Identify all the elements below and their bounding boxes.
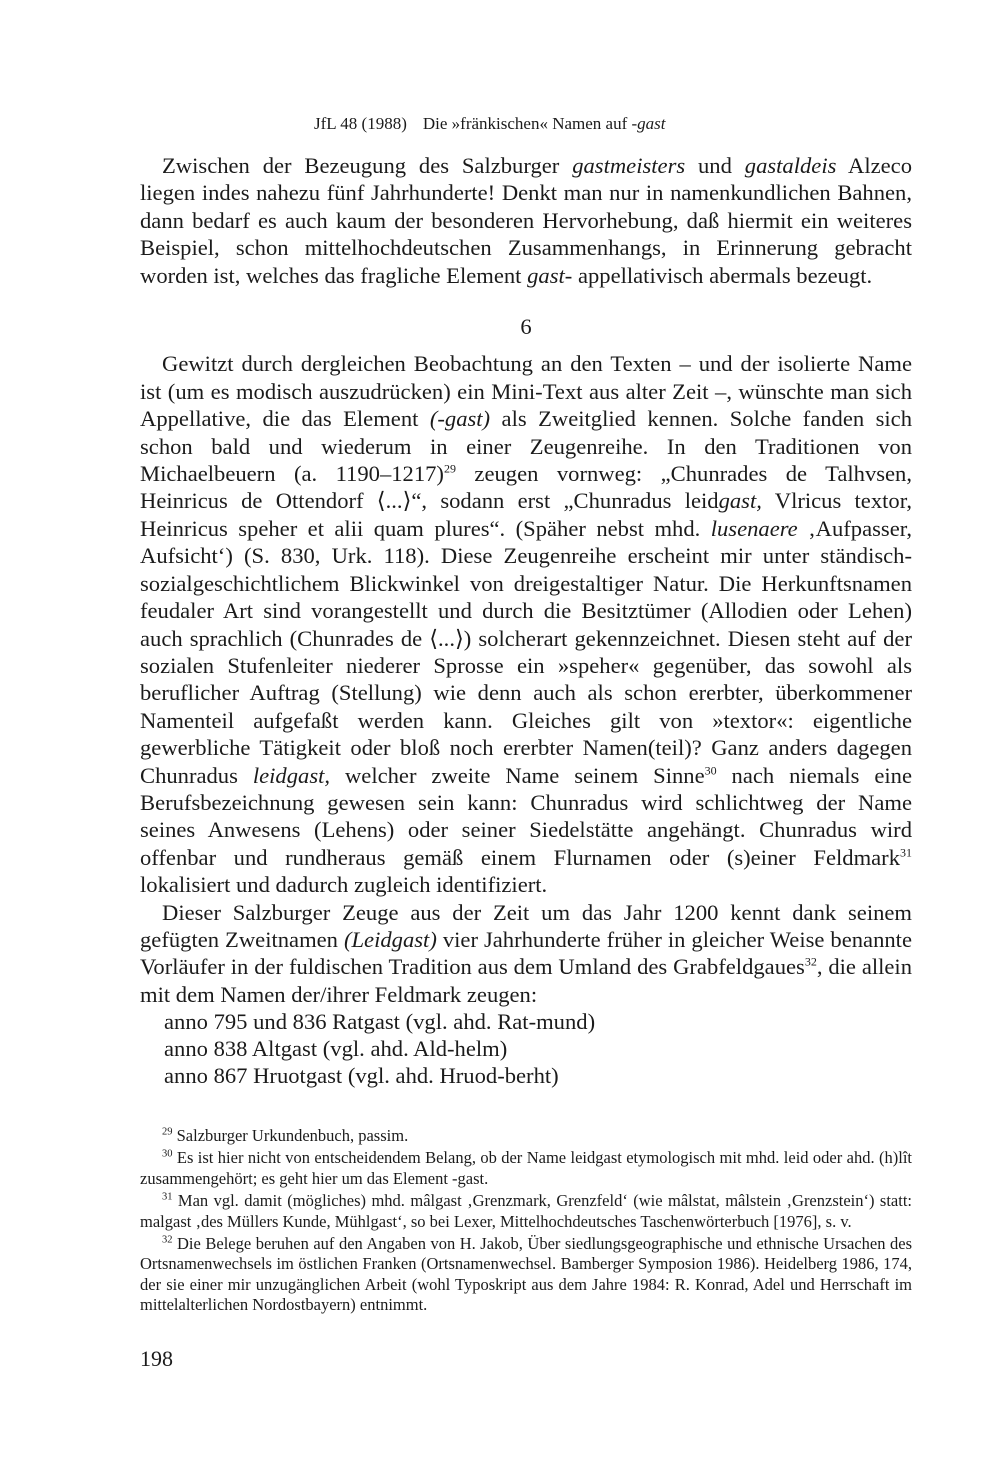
running-header: [314, 114, 666, 134]
list-item: anno 795 und 836 Ratgast (vgl. ahd. Rat-mund): [164, 1009, 596, 1035]
section-number: 6: [520, 314, 532, 340]
list-item: anno 867 Hruotgast (vgl. ahd. Hruod-berht): [164, 1063, 559, 1089]
paragraph-2: Gewitzt durch dergleichen Beobachtung an den Texten – und der isolierte Name ist (um es modisch auszudrücken) ein Mini-Text aus alter Zeit –, wünschte man sich Appellative, die das Element (-gast) als Zweitglied kennen. Solche fanden sich schon bald und wiederum in einer Zeugenreihe. In den Traditionen von Michaelbeuern (a. 1190–1217)$^{29}$ zeugen vornweg: „Chunrades de Talhvsen, Heinricus de Ottendorf ⟨...⟩“, sodann erst „Chunradus leidgast, Vlricus textor, Heinricus speher et alii quam plures“. (Späher nebst mhd. lusenaere ‚Aufpasser, Aufsicht‘) (S. 830, Urk. 118). Diese Zeugenreihe erscheint mir unter ständisch-sozialgeschichtlichem Blickwinkel von dreigestaltiger Natur. Die Herkunftsnamen feudaler Art sind vorangestellt und durch die Besitztümer (Allodien oder Lehen) auch sprachlich (Chunrades de ⟨...⟩) solcherart gekennzeichnet. Diesen steht auf der sozialen Stufenleiter niederer Sprosse ein »speher« gegenüber, das sowohl als beruflicher Auftrag (Stellung) wie denn auch als schon ererbter, überkommener Namenteil aufgefaßt werden kann. Gleiches gilt von »textor«: eigentliche gewerbliche Tätigkeit oder bloß noch ererbter Namen(teil)? Ganz anders dagegen Chunradus leidgast, welcher zweite Name seinem Sinne$^{30}$ nach niemals eine Berufsbezeichnung gewesen sein kann: Chunradus wird schlichtweg der Name seines Anwesens (Lehens) oder seiner Siedelstätte angehängt. Chunradus wird offenbar und rundheraus gemäß einem Flurnamen oder (s)einer Feldmark$^{31}$ lokalisiert und dadurch zugleich identifiziert.: [140, 351, 913, 898]
footnote-32: $^{32}$ Die Belege beruhen auf den Angaben von H. Jakob, Über siedlungsgeographische und ethnische Ursachen des Ortsnamenwechsels im östlichen Franken (Ortsnamenwechsel. Bamberger Symposion 1986). Heidelberg 1986, 174, der sie einer mir unzugänglichen Arbeit (wohl Typoskript aus dem Jahre 1984: R. Konrad, Adel und Herrschaft im mittelalterlichen Nordostbayern) entnimmt.: [140, 1234, 912, 1315]
page-number: 198: [140, 1346, 173, 1371]
footnotes: [140, 1126, 912, 1318]
article-title: Die »fränkischen« Namen auf -gast: [422, 114, 666, 133]
footnote-ref-32[interactable]: 32: [804, 954, 817, 969]
main-text: [140, 152, 912, 1089]
footnote-ref-29[interactable]: 29: [443, 461, 456, 476]
footnote-31: $^{31}$ Man vgl. damit (mögliches) mhd. mâlgast ‚Grenzmark, Grenzfeld‘ (wie mâlstat, mâlstein ‚Grenzstein‘) statt: malgast ‚des Müllers Kunde, Mühlgast‘, so bei Lexer, Mittelhochdeutsches Taschenwörterbuch [1976], s. v.: [140, 1191, 912, 1231]
footnote-29: $^{29}$ Salzburger Urkundenbuch, passim.: [162, 1126, 409, 1145]
footnote-ref-30[interactable]: 30: [704, 763, 717, 777]
paragraph-3: Dieser Salzburger Zeuge aus der Zeit um das Jahr 1200 kennt dank seinem gefügten Zweitnamen (Leidgast) vier Jahrhunderte früher in gleicher Weise benannte Vorläufer in der fuldischen Tradition aus dem Umland des Grabfeldgaues$^{32}$, die allein mit dem Namen der/ihrer Feldmark zeugen:: [140, 899, 913, 1007]
footnote-30: $^{30}$ Es ist hier nicht von entscheidendem Belang, ob der Name leidgast etymologisch mit mhd. leid oder ahd. (h)lît zusammengehört; es geht hier um das Element -gast.: [140, 1148, 912, 1188]
attestation-list: [164, 1008, 912, 1089]
paragraph-1: Zwischen der Bezeugung des Salzburger gastmeisters und gastaldeis Alzeco liegen indes nahezu fünf Jahrhunderte! Denkt man nur in namenkundlichen Bahnen, dann bedarf es auch kaum der besonderen Hervorhebung, daß hiermit ein weiteres Beispiel, schon mittelhochdeutschen Zusammenhangs, in Erinnerung gebracht worden ist, welches das fragliche Element gast- appellativisch abermals bezeugt.: [140, 153, 912, 288]
list-item: anno 838 Altgast (vgl. ahd. Ald-helm): [164, 1036, 508, 1062]
footnote-ref-31[interactable]: 31: [900, 845, 912, 860]
journal-reference: JfL 48 (1988): [314, 114, 407, 133]
